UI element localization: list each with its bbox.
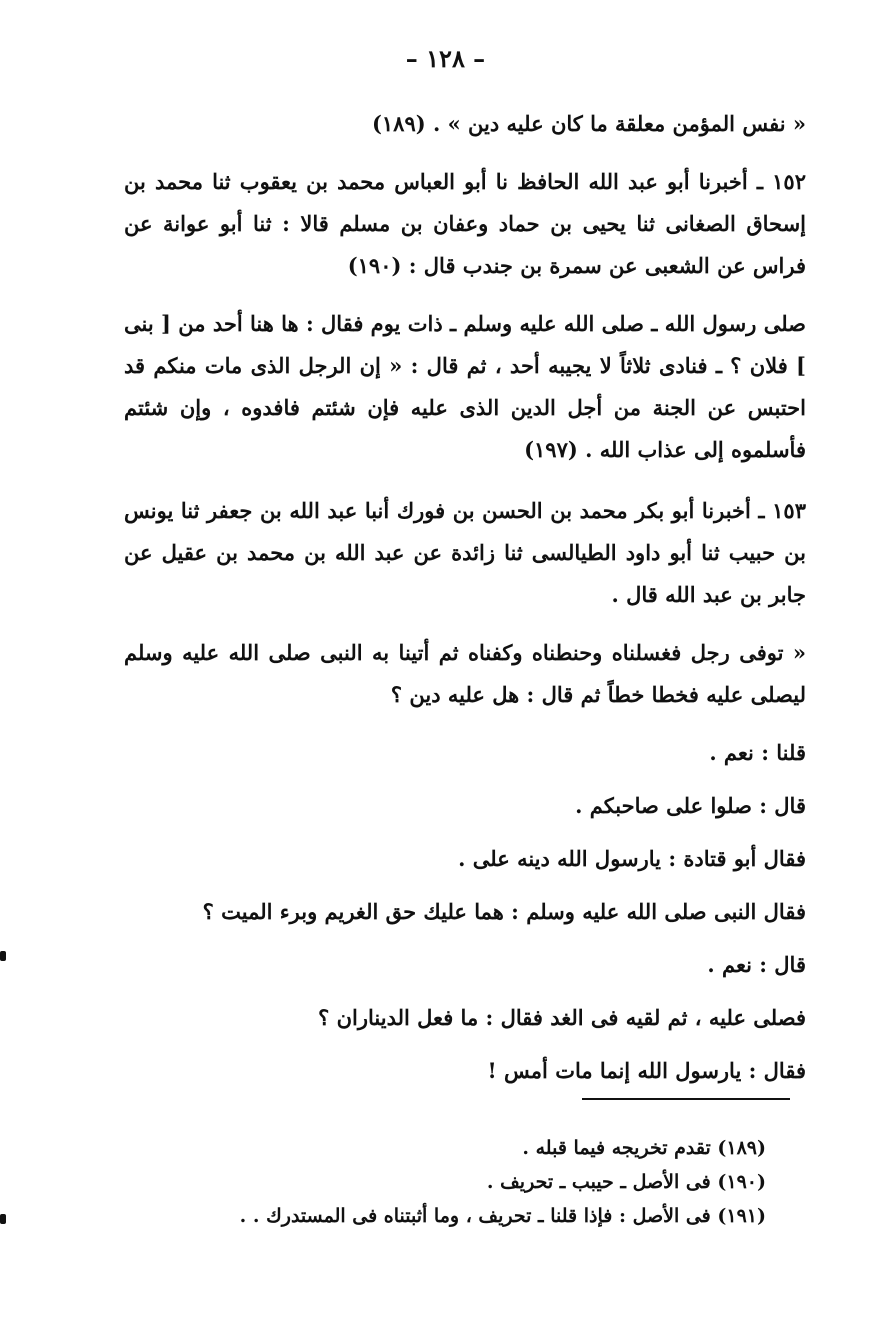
dialogue-line: قال : صلوا على صاحبكم . bbox=[575, 793, 806, 818]
dialogue-line: قال : نعم . bbox=[707, 952, 806, 977]
footnote-item: (١٩٠) فى الأصل ـ حيبب ـ تحريف . bbox=[486, 1171, 766, 1193]
dialogue-line: فقال النبى صلى الله عليه وسلم : هما عليك حق الغريم وبرء الميت ؟ bbox=[202, 899, 806, 924]
page-number: – ١٢٨ – bbox=[405, 44, 486, 73]
paragraph-hadith-153: ١٥٣ ـ أخبرنا أبو بكر محمد بن الحسن بن فورك أنبا عبد الله بن جعفر ثنا يونس بن حبيب ثنا أبو داود الطيالسى ثنا زائدة عن عبد الله بن محمد بن عقيل عن جابر بن عبد الله قال . bbox=[124, 498, 806, 607]
dialogue-line: فصلى عليه ، ثم لقيه فى الغد فقال : ما فعل الديناران ؟ bbox=[318, 1005, 806, 1030]
dialogue-lines bbox=[124, 732, 806, 1092]
footnote-item: (١٨٩) تقدم تخريجه فيما قبله . bbox=[522, 1137, 766, 1159]
paragraph-hadith-152: ١٥٢ ـ أخبرنا أبو عبد الله الحافظ نا أبو العباس محمد بن يعقوب ثنا محمد بن إسحاق الصغانى ثنا يحيى بن حماد وعفان بن مسلم قالا : ثنا أبو عوانة عن فراس عن الشعبى عن سمرة بن جندب قال : (١٩٠) bbox=[124, 169, 806, 278]
main-text bbox=[124, 103, 806, 1103]
footnote-separator bbox=[582, 1098, 790, 1100]
paragraph-hadith-153-text: « توفى رجل فغسلناه وحنطناه وكفناه ثم أتينا به النبى صلى الله عليه وسلم ليصلى عليه فخطا خطاً ثم قال : هل عليه دين ؟ bbox=[124, 640, 806, 707]
dialogue-line: فقال : يارسول الله إنما مات أمس ! bbox=[487, 1058, 806, 1083]
dialogue-line: قلنا : نعم . bbox=[709, 740, 806, 765]
scan-mark bbox=[0, 1214, 6, 1224]
scan-mark bbox=[0, 951, 6, 961]
footnote-item: (١٩١) فى الأصل : فإذا قلنا ـ تحريف ، وما أثبتناه فى المستدرك . . bbox=[239, 1205, 766, 1227]
footnotes bbox=[200, 1131, 766, 1233]
paragraph-quote-189: « نفس المؤمن معلقة ما كان عليه دين » . (١٨٩) bbox=[371, 111, 806, 136]
dialogue-line: فقال أبو قتادة : يارسول الله دينه على . bbox=[458, 846, 806, 871]
paragraph-hadith-152-text: صلى رسول الله ـ صلى الله عليه وسلم ـ ذات يوم فقال : ها هنا أحد من [ بنى ] فلان ؟ ـ فنادى ثلاثاً لا يجيبه أحد ، ثم قال : « إن الرجل الذى مات منكم قد احتبس عن الجنة من أجل الدين الذى عليه فإن شئتم فافدوه ، وإن شئتم فأسلموه إلى عذاب الله . (١٩٧) bbox=[124, 311, 806, 462]
